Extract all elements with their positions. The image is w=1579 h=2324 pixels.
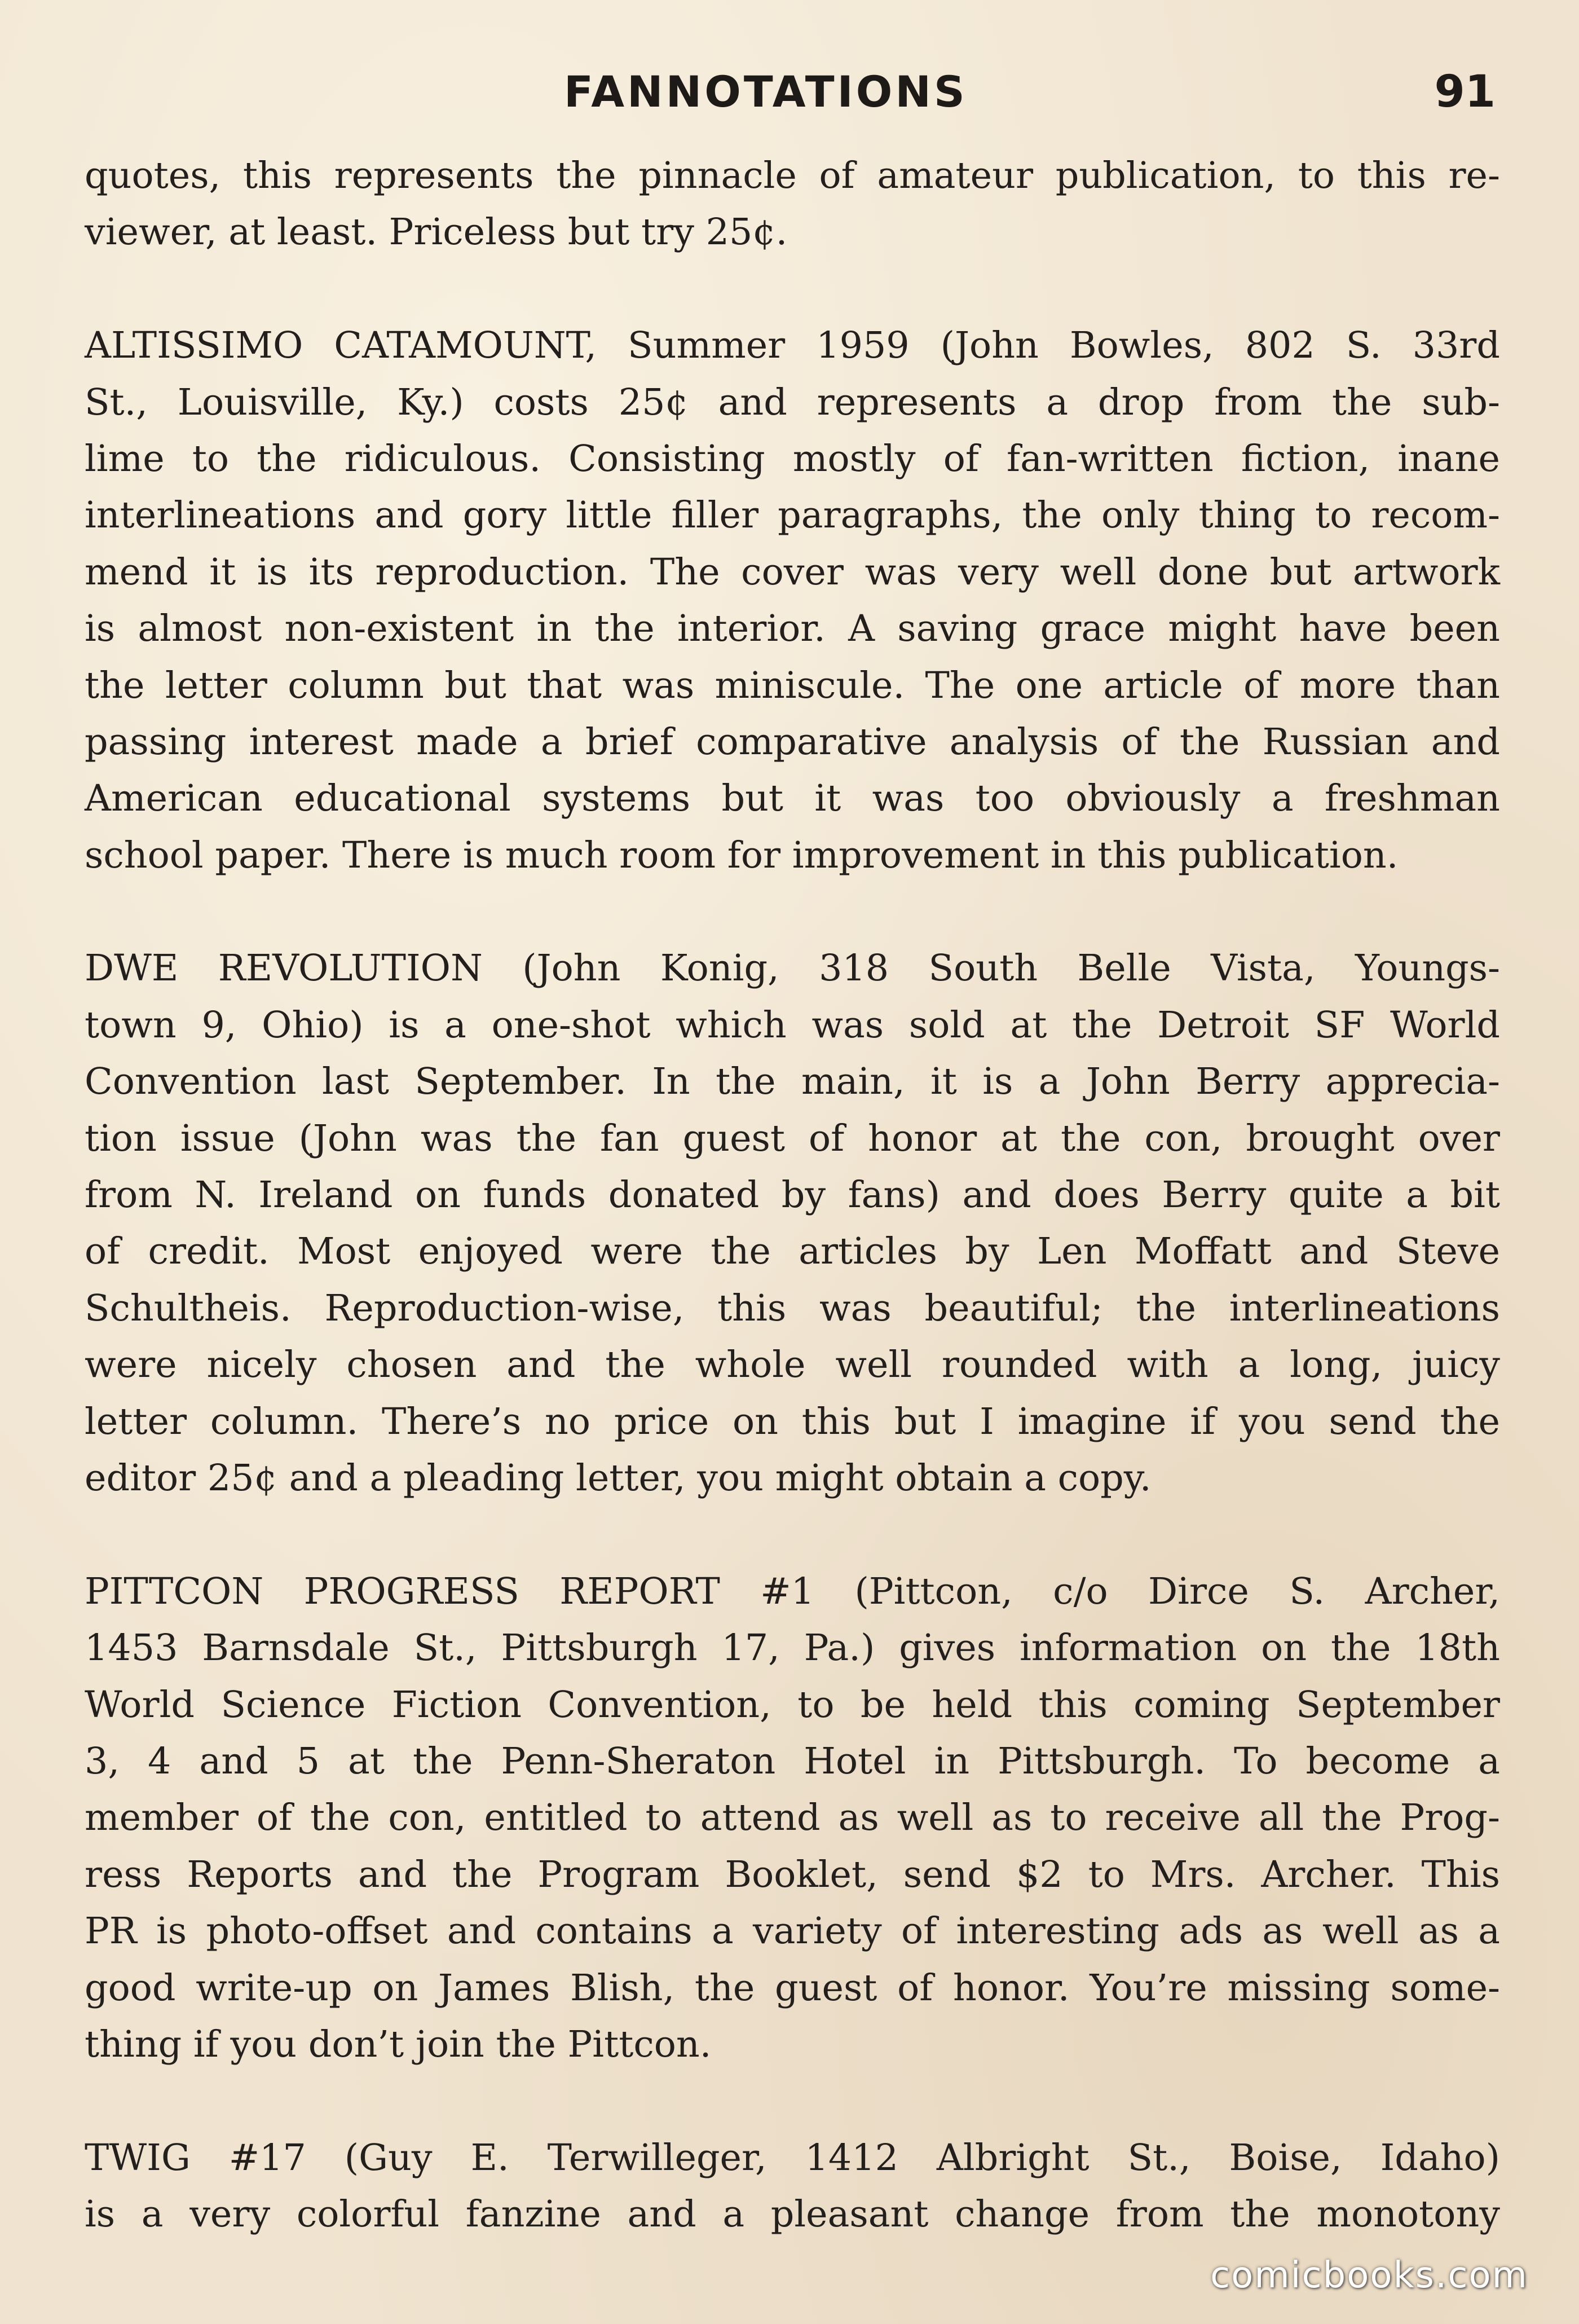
paragraph-gap: [85, 1507, 1500, 1563]
text-line: thing if you don’t join the Pittcon.: [85, 2023, 712, 2066]
text-line: 3, 4 and 5 at the Penn-Sheraton Hotel in Pittsburgh. To become a: [85, 1740, 1500, 1782]
article-body: [85, 148, 1500, 2243]
text-line: World Science Fiction Convention, to be held this coming September: [85, 1683, 1500, 1726]
text-line: were nicely chosen and the whole well rounded with a long, juicy: [85, 1344, 1500, 1387]
text-line: American educational systems but it was too obviously a freshman: [85, 777, 1500, 820]
text-line: good write-up on James Blish, the guest of honor. You’re missing some-: [85, 1966, 1500, 2009]
paragraph-gap: [85, 2073, 1500, 2129]
page-number: 91: [1434, 67, 1496, 117]
text-line: quotes, this represents the pinnacle of amateur publication, to this re-: [85, 155, 1500, 197]
text-line: the letter column but that was miniscule. The one article of more than: [85, 664, 1500, 707]
text-line: town 9, Ohio) is a one-shot which was sold at the Detroit SF World: [85, 1003, 1500, 1046]
text-line: from N. Ireland on funds donated by fans) and does Berry quite a bit: [85, 1174, 1500, 1217]
text-line: tion issue (John was the fan guest of honor at the con, brought over: [85, 1117, 1500, 1160]
text-line: editor 25¢ and a pleading letter, you might obtain a copy.: [85, 1456, 1152, 1499]
text-line: St., Louisville, Ky.) costs 25¢ and represents a drop from the sub-: [85, 381, 1500, 424]
text-line: PITTCON PROGRESS REPORT #1 (Pittcon, c/o Dirce S. Archer,: [85, 1570, 1500, 1613]
text-line: letter column. There’s no price on this but I imagine if you send the: [85, 1400, 1500, 1443]
text-line: viewer, at least. Priceless but try 25¢.: [85, 211, 788, 254]
text-line: passing interest made a brief comparative analysis of the Russian and: [85, 720, 1500, 763]
text-line: is a very colorful fanzine and a pleasant change from the monotony: [85, 2193, 1500, 2236]
text-line: Schultheis. Reproduction-wise, this was beautiful; the interlineations: [85, 1287, 1500, 1330]
text-line: Convention last September. In the main, it is a John Berry apprecia-: [85, 1060, 1500, 1103]
text-line: ress Reports and the Program Booklet, send $2 to Mrs. Archer. This: [85, 1853, 1500, 1896]
text-line: member of the con, entitled to attend as well as to receive all the Prog-: [85, 1797, 1500, 1839]
text-line: lime to the ridiculous. Consisting mostly of fan-written fiction, inane: [85, 437, 1500, 480]
running-head: FANNOTATIONS: [564, 67, 968, 117]
text-line: mend it is its reproduction. The cover was very well done but artwork: [85, 551, 1500, 593]
text-line: TWIG #17 (Guy E. Terwilleger, 1412 Albright St., Boise, Idaho): [85, 2136, 1500, 2179]
page-header: [0, 67, 1579, 129]
text-line: of credit. Most enjoyed were the articles by Len Moffatt and Steve: [85, 1230, 1500, 1273]
text-line: interlineations and gory little filler paragraphs, the only thing to recom-: [85, 494, 1500, 537]
text-line: ALTISSIMO CATAMOUNT, Summer 1959 (John Bowles, 802 S. 33rd: [85, 324, 1500, 367]
text-line: PR is photo-offset and contains a variety of interesting ads as well as a: [85, 1910, 1500, 1953]
watermark-text: comicbooks.com: [1210, 2255, 1528, 2296]
text-line: is almost non-existent in the interior. A saving grace might have been: [85, 608, 1500, 650]
paragraph-gap: [85, 261, 1500, 318]
text-line: 1453 Barnsdale St., Pittsburgh 17, Pa.) gives information on the 18th: [85, 1627, 1500, 1670]
text-line: DWE REVOLUTION (John Konig, 318 South Belle Vista, Youngs-: [85, 947, 1500, 990]
paragraph-gap: [85, 884, 1500, 940]
text-line: school paper. There is much room for improvement in this publication.: [85, 834, 1399, 877]
